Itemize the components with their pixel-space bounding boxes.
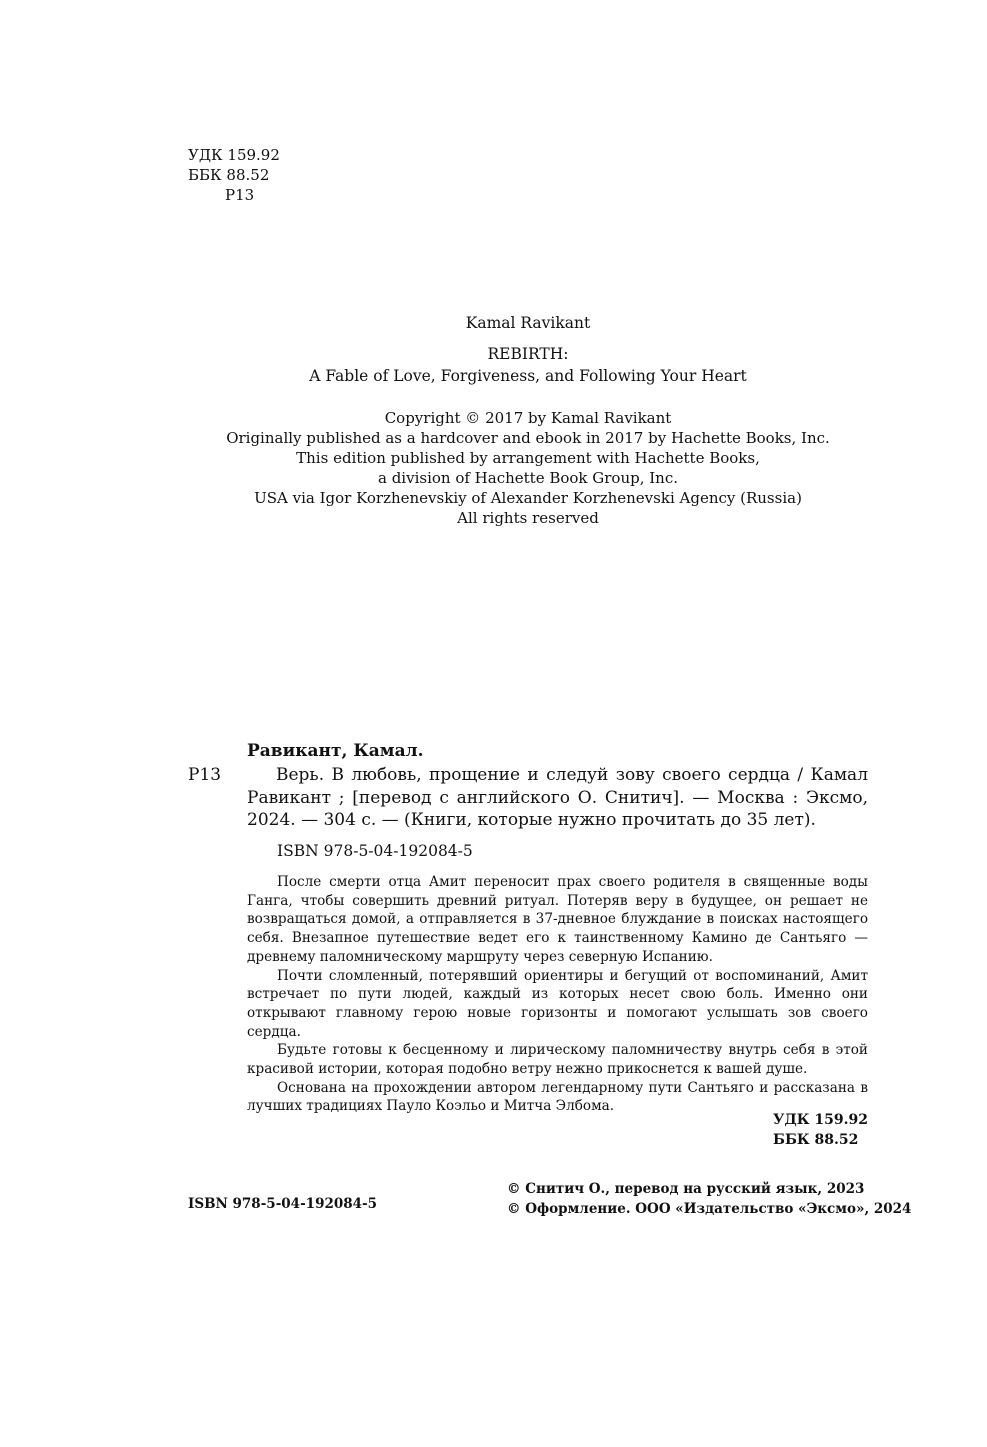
catalog-isbn: ISBN 978-5-04-192084-5 xyxy=(277,842,473,860)
copyright-line: All rights reserved xyxy=(457,509,599,527)
original-subtitle: A Fable of Love, Forgiveness, and Following Your Heart xyxy=(309,367,747,385)
annotation-paragraph: Будьте готовы к бесценному и лирическому паломничеству внутрь себя в этой красивой истории, которая подобно ветру нежно прикоснется к вашей душе. xyxy=(247,1042,868,1078)
annotation-paragraph: После смерти отца Амит переносит прах своего родителя в священные воды Ганга, чтобы совершить древний ритуал. Потеряв веру в будущее, он решает не возвращаться домой, а отправляется в 37-дневное блуждание в поисках настоящего себя. Внезапное путешествие ведет его к таинственному Камино де Сантьяго — древнему паломническому маршруту через северную Испанию. xyxy=(247,874,868,965)
catalog-author-heading: Равикант, Камал. xyxy=(247,741,424,761)
annotation-paragraph: Почти сломленный, потерявший ориентиры и бегущий от воспоминаний, Амит встречает по пути людей, каждый из которых несет свою боль. Именно они открывают главному герою новые горизонты и помогают услышать зов своего сердца. xyxy=(247,967,868,1040)
copyright-line: a division of Hachette Book Group, Inc. xyxy=(377,469,679,487)
udk-code: УДК 159.92 xyxy=(188,146,280,164)
original-title-block xyxy=(0,343,987,387)
catalog-udk: УДК 159.92 xyxy=(773,1112,868,1128)
design-copyright: © Оформление. ООО «Издательство «Эксмо», 2024 xyxy=(507,1201,912,1217)
copyright-notice xyxy=(0,408,987,528)
copyright-line: Originally published as a hardcover and ebook in 2017 by Hachette Books, Inc. xyxy=(226,429,830,447)
author-mark: Р13 xyxy=(225,186,255,204)
annotation xyxy=(247,873,868,1116)
original-title: REBIRTH: xyxy=(487,345,569,363)
copyright-line: USA via Igor Korzhenevskiy of Alexander Korzhenevski Agency (Russia) xyxy=(254,489,802,507)
catalog-codes-bottom xyxy=(773,1110,868,1150)
annotation-paragraph: Основана на прохождении автором легендарному пути Сантьяго и рассказана в лучших традициях Пауло Коэльо и Митча Элбома. xyxy=(247,1079,868,1115)
catalog-description: Верь. В любовь, прощение и следуй зову своего сердца / Камал Равикант ; [перевод с английского О. Снитич]. — Москва : Эксмо, 2024. — 304 с. — (Книги, которые нужно прочитать до 35 лет). xyxy=(247,765,868,830)
original-author: Kamal Ravikant xyxy=(465,314,591,332)
catalog-bbk: ББК 88.52 xyxy=(773,1132,859,1148)
footer-copyrights xyxy=(507,1179,911,1219)
copyright-line: Copyright © 2017 by Kamal Ravikant xyxy=(384,409,672,427)
copyright-line: This edition published by arrangement with Hachette Books, xyxy=(296,449,760,467)
footer-isbn: ISBN 978-5-04-192084-5 xyxy=(188,1196,378,1212)
catalog-code: Р13 xyxy=(188,765,222,785)
translation-copyright: © Снитич О., перевод на русский язык, 2023 xyxy=(507,1181,865,1197)
classification-codes xyxy=(188,145,280,205)
bbk-code: ББК 88.52 xyxy=(188,166,270,184)
